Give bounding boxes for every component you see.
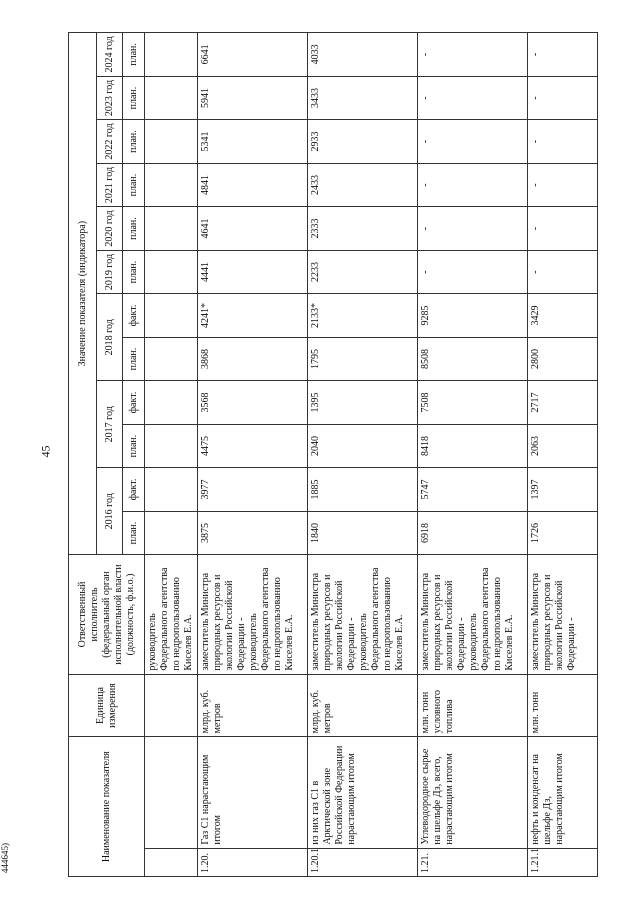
- value-cell: 3875: [198, 511, 308, 555]
- row-index: 1.21.1: [528, 848, 598, 876]
- header-fact: факт.: [123, 381, 145, 425]
- row-unit: млрд. куб. метров: [308, 674, 418, 737]
- header-responsible: Ответственный исполнитель (федеральный орган исполнительной власти (должность, ф.и.о.): [69, 555, 145, 674]
- value-cell: 2933: [308, 120, 418, 164]
- row-responsible: заместитель Министра природных ресурсов и экологии Российской Федерации - руководитель Федерального агентства по недропользованию Киселев Е.А.: [308, 555, 418, 674]
- header-unit: Единица измерения: [69, 674, 145, 737]
- header-year-2019: 2019 год: [97, 250, 123, 294]
- value-cell: 5747: [418, 468, 528, 512]
- value-cell: 4475: [198, 424, 308, 468]
- row-unit: млн. тонн условного топлива: [418, 674, 528, 737]
- row-name: Газ C1 нарастающим итогом: [198, 737, 308, 848]
- header-plan: план.: [123, 337, 145, 381]
- header-year-2023: 2023 год: [97, 76, 123, 120]
- value-cell: 2063: [528, 424, 598, 468]
- value-cell: 9285: [418, 294, 528, 338]
- value-cell: 1395: [308, 381, 418, 425]
- value-cell: -: [528, 207, 598, 251]
- row-name: нефть и конденсат на шельфе Дз, нарастающим итогом: [528, 737, 598, 848]
- value-cell: 1795: [308, 337, 418, 381]
- rotated-table-container: [68, 32, 598, 877]
- page-number: 45: [38, 445, 53, 458]
- value-cell: 2433: [308, 163, 418, 207]
- indicator-table: [68, 32, 598, 877]
- header-plan: план.: [123, 33, 145, 77]
- value-cell: 5941: [198, 76, 308, 120]
- value-cell: 2717: [528, 381, 598, 425]
- row-unit: млрд. куб. метров: [198, 674, 308, 737]
- row-responsible: заместитель Министра природных ресурсов и экологии Российской Федерации -: [528, 555, 598, 674]
- value-cell: 1840: [308, 511, 418, 555]
- value-cell: 2333: [308, 207, 418, 251]
- value-cell: 3429: [528, 294, 598, 338]
- value-cell: 8508: [418, 337, 528, 381]
- value-cell: 5341: [198, 120, 308, 164]
- header-year-2016: 2016 год: [97, 468, 123, 555]
- row-responsible: заместитель Министра природных ресурсов и экологии Российской Федерации - руководитель Федерального агентства по недропользованию Киселев Е.А.: [198, 555, 308, 674]
- header-plan: план.: [123, 76, 145, 120]
- header-year-2017: 2017 год: [97, 381, 123, 468]
- header-values: Значение показателя (индикатора): [69, 33, 97, 555]
- value-cell: 7508: [418, 381, 528, 425]
- row-name: из них газ C1 в Арктической зоне Российской Федерации нарастающим итогом: [308, 737, 418, 848]
- row-responsible: заместитель Министра природных ресурсов и экологии Российской Федерации - руководитель Федерального агентства по недропользованию Киселев Е.А.: [418, 555, 528, 674]
- value-cell: -: [528, 120, 598, 164]
- header-year-2024: 2024 год: [97, 33, 123, 77]
- continuation-row: [145, 33, 198, 877]
- value-cell: -: [418, 250, 528, 294]
- value-cell: 4441: [198, 250, 308, 294]
- value-cell: 3433: [308, 76, 418, 120]
- header-plan: план.: [123, 207, 145, 251]
- value-cell: -: [528, 163, 598, 207]
- value-cell: 6918: [418, 511, 528, 555]
- value-cell: 4841: [198, 163, 308, 207]
- value-cell: 4241*: [198, 294, 308, 338]
- value-cell: 6641: [198, 33, 308, 77]
- value-cell: 4033: [308, 33, 418, 77]
- header-plan: план.: [123, 511, 145, 555]
- header-plan: план.: [123, 424, 145, 468]
- value-cell: -: [418, 76, 528, 120]
- table-row: [308, 33, 418, 877]
- value-cell: -: [418, 163, 528, 207]
- header-fact: факт.: [123, 468, 145, 512]
- header-plan: план.: [123, 163, 145, 207]
- value-cell: -: [418, 120, 528, 164]
- header-plan: план.: [123, 120, 145, 164]
- header-year-2022: 2022 год: [97, 120, 123, 164]
- header-plan: план.: [123, 250, 145, 294]
- table-row: [418, 33, 528, 877]
- header-name: Наименование показателя: [69, 737, 145, 877]
- value-cell: 3868: [198, 337, 308, 381]
- row-index: 1.21.: [418, 848, 528, 876]
- value-cell: 1397: [528, 468, 598, 512]
- value-cell: 1885: [308, 468, 418, 512]
- value-cell: 4641: [198, 207, 308, 251]
- value-cell: 2233: [308, 250, 418, 294]
- value-cell: -: [418, 207, 528, 251]
- value-cell: 2040: [308, 424, 418, 468]
- header-year-2020: 2020 год: [97, 207, 123, 251]
- table-row: [198, 33, 308, 877]
- value-cell: 3568: [198, 381, 308, 425]
- value-cell: 2133*: [308, 294, 418, 338]
- value-cell: 3977: [198, 468, 308, 512]
- header-year-2021: 2021 год: [97, 163, 123, 207]
- continuation-responsible: руководитель Федерального агентства по недропользованию Киселев Е.А.: [145, 555, 198, 674]
- value-cell: -: [528, 33, 598, 77]
- value-cell: -: [528, 250, 598, 294]
- table-row: [528, 33, 598, 877]
- header-fact: факт.: [123, 294, 145, 338]
- row-index: 1.20.: [198, 848, 308, 876]
- row-unit: млн. тонн: [528, 674, 598, 737]
- value-cell: -: [528, 76, 598, 120]
- value-cell: 1726: [528, 511, 598, 555]
- value-cell: 2800: [528, 337, 598, 381]
- row-name: Углеводородное сырье на шельфе Дз, всего, нарастающим итогом: [418, 737, 528, 848]
- header-year-2018: 2018 год: [97, 294, 123, 381]
- row-index: 1.20.1: [308, 848, 418, 876]
- document-code: 444645): [0, 843, 10, 873]
- value-cell: -: [418, 33, 528, 77]
- value-cell: 8418: [418, 424, 528, 468]
